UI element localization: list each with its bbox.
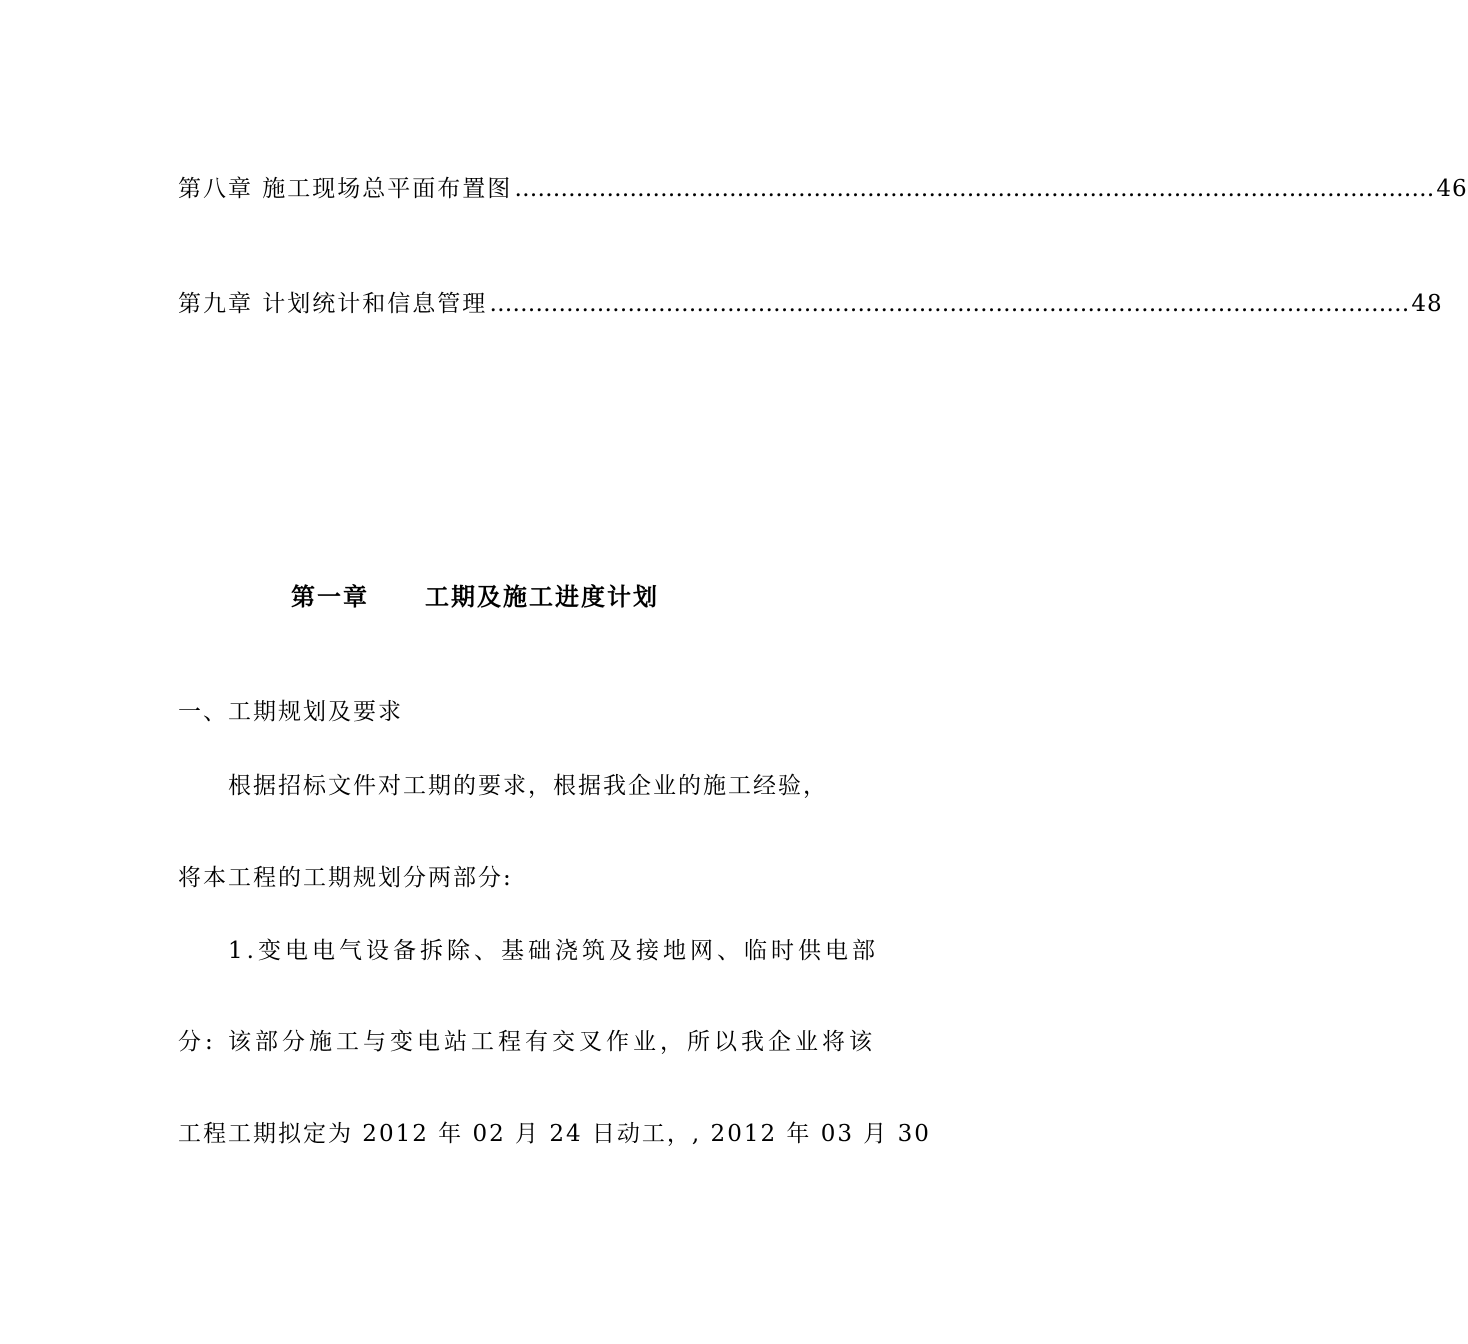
paragraph-line: 将本工程的工期规划分两部分: xyxy=(178,865,513,891)
toc-page-number: 48 xyxy=(1411,291,1443,317)
paragraph-line: 1.变电电气设备拆除、基础浇筑及接地网、临时供电部 xyxy=(228,938,879,964)
paragraph-line: 根据招标文件对工期的要求，根据我企业的施工经验， xyxy=(228,773,828,799)
toc-entry xyxy=(178,170,1468,203)
section-heading: 一、工期规划及要求 xyxy=(178,699,403,725)
toc-title: 第九章 计划统计和信息管理 xyxy=(178,291,488,317)
toc-title: 第八章 施工现场总平面布置图 xyxy=(178,176,513,202)
toc-page-number: 46 xyxy=(1436,176,1468,202)
toc-leader-dots: ………………………………………………………………………………………………………… xyxy=(489,291,1410,317)
chapter-heading xyxy=(0,577,950,612)
paragraph-line: 工程工期拟定为 2012 年 02 月 24 日动工，, 2012 年 03 月 30 xyxy=(178,1121,931,1147)
toc-entry xyxy=(178,285,1443,318)
chapter-title: 工期及施工进度计划 xyxy=(425,582,659,611)
toc-leader-dots: ………………………………………………………………………………………………………… xyxy=(514,176,1435,202)
chapter-number: 第一章 xyxy=(291,582,369,611)
paragraph-line: 分: 该部分施工与变电站工程有交叉作业，所以我企业将该 xyxy=(178,1029,877,1055)
